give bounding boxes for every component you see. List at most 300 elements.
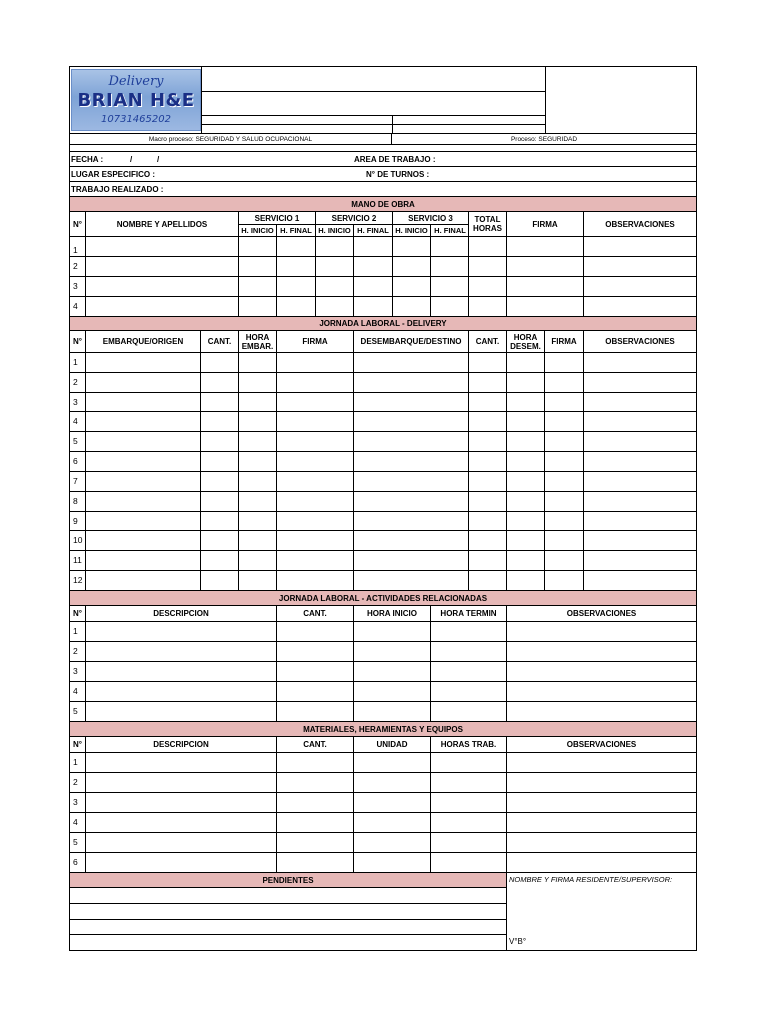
cell[interactable] [545, 452, 584, 471]
cell[interactable] [239, 373, 277, 392]
cell[interactable] [316, 297, 354, 316]
cell[interactable] [584, 353, 696, 372]
cell[interactable] [277, 512, 354, 531]
col-number: N° [70, 212, 86, 236]
cell[interactable] [239, 393, 277, 412]
cell[interactable] [354, 662, 431, 681]
cell[interactable] [86, 642, 277, 661]
cell[interactable] [277, 833, 354, 852]
table-row [70, 753, 696, 773]
cell[interactable] [239, 412, 277, 431]
cell[interactable] [86, 813, 277, 832]
row-number: 6 [70, 452, 86, 471]
table-row [70, 412, 696, 432]
pendientes-line[interactable] [70, 935, 507, 950]
cell[interactable] [277, 472, 354, 491]
cell[interactable] [431, 297, 469, 316]
cell[interactable] [277, 412, 354, 431]
cell[interactable] [354, 551, 469, 570]
cell[interactable] [277, 662, 354, 681]
cell[interactable] [239, 257, 277, 276]
cell[interactable] [86, 412, 201, 431]
cell[interactable] [545, 412, 584, 431]
row-number: 3 [70, 793, 86, 812]
cell[interactable] [469, 412, 507, 431]
cell[interactable] [86, 257, 239, 276]
cell[interactable] [545, 432, 584, 451]
pendientes-line[interactable] [70, 904, 507, 920]
cell[interactable] [545, 373, 584, 392]
cell[interactable] [469, 472, 507, 491]
actividades-title: JORNADA LABORAL - ACTIVIDADES RELACIONADAS [70, 591, 696, 606]
cell[interactable] [277, 353, 354, 372]
cell[interactable] [431, 853, 507, 872]
cell[interactable] [431, 277, 469, 296]
cell[interactable] [469, 373, 507, 392]
cell[interactable] [86, 571, 201, 590]
cell[interactable] [239, 551, 277, 570]
cell[interactable] [201, 353, 239, 372]
pendientes-line[interactable] [70, 888, 507, 904]
cell[interactable] [507, 642, 696, 661]
fecha-separator: / [130, 155, 133, 164]
table-row [70, 373, 696, 393]
cell[interactable] [277, 277, 316, 296]
cell[interactable] [316, 257, 354, 276]
cell[interactable] [584, 571, 696, 590]
cell[interactable] [354, 277, 393, 296]
cell[interactable] [507, 662, 696, 681]
cell[interactable] [507, 432, 545, 451]
cell[interactable] [354, 753, 431, 772]
cell[interactable] [469, 393, 507, 412]
cell[interactable] [277, 622, 354, 641]
cell[interactable] [431, 833, 507, 852]
cell[interactable] [584, 257, 696, 276]
cell[interactable] [277, 813, 354, 832]
cell[interactable] [86, 452, 201, 471]
table-row [70, 853, 696, 873]
table-row [70, 682, 696, 702]
row-number: 9 [70, 512, 86, 531]
col-descripcion: DESCRIPCION [86, 606, 277, 621]
header-divider [202, 115, 545, 116]
row-number: 4 [70, 813, 86, 832]
cell[interactable] [316, 277, 354, 296]
table-row [70, 472, 696, 492]
cell[interactable] [277, 793, 354, 812]
cell[interactable] [86, 853, 277, 872]
cell[interactable] [86, 492, 201, 511]
table-row [70, 702, 696, 722]
cell[interactable] [354, 257, 393, 276]
cell[interactable] [277, 432, 354, 451]
col-cant: CANT. [277, 737, 354, 752]
col-horas-trab: HORAS TRAB. [431, 737, 507, 752]
col-cant: CANT. [277, 606, 354, 621]
cell[interactable] [239, 432, 277, 451]
table-row [70, 393, 696, 413]
header-divider [392, 115, 393, 133]
cell[interactable] [545, 571, 584, 590]
cell[interactable] [86, 432, 201, 451]
logo-brand: BRIAN H&E [77, 90, 195, 111]
cell[interactable] [354, 492, 469, 511]
cell[interactable] [584, 393, 696, 412]
header-divider [545, 67, 546, 133]
cell[interactable] [431, 753, 507, 772]
fecha-separator: / [157, 155, 160, 164]
cell[interactable] [201, 551, 239, 570]
cell[interactable] [86, 373, 201, 392]
mano-obra-title: MANO DE OBRA [70, 197, 696, 212]
cell[interactable] [584, 531, 696, 550]
cell[interactable] [469, 257, 507, 276]
cell[interactable] [431, 702, 507, 721]
cell[interactable] [86, 393, 201, 412]
cell[interactable] [584, 277, 696, 296]
cell[interactable] [507, 492, 545, 511]
cell[interactable] [277, 571, 354, 590]
col-cant-2: CANT. [469, 331, 507, 352]
cell[interactable] [584, 297, 696, 316]
cell[interactable] [354, 353, 469, 372]
row-number: 1 [70, 753, 86, 772]
table-row [70, 297, 696, 317]
cell[interactable] [201, 412, 239, 431]
cell[interactable] [354, 297, 393, 316]
table-row [70, 277, 696, 297]
cell[interactable] [201, 571, 239, 590]
cell[interactable] [507, 793, 696, 812]
col-observaciones: OBSERVACIONES [566, 740, 637, 749]
row-number: 3 [70, 277, 86, 296]
cell[interactable] [201, 432, 239, 451]
cell[interactable] [507, 472, 545, 491]
s2-h-inicio: H. INICIO [316, 225, 354, 236]
table-row [70, 432, 696, 452]
cell[interactable] [507, 622, 696, 641]
cell[interactable] [277, 452, 354, 471]
cell[interactable] [201, 393, 239, 412]
header-divider [202, 124, 545, 125]
cell[interactable] [201, 472, 239, 491]
cell[interactable] [507, 813, 696, 832]
cell[interactable] [277, 682, 354, 701]
cell[interactable] [507, 571, 545, 590]
s3-h-inicio: H. INICIO [393, 225, 431, 236]
col-embarque: EMBARQUE/ORIGEN [86, 331, 201, 352]
cell[interactable] [469, 571, 507, 590]
s2-h-final: H. FINAL [354, 225, 393, 236]
cell[interactable] [431, 682, 507, 701]
row-number: 5 [70, 702, 86, 721]
logo-phone: 10731465202 [101, 114, 171, 125]
cell[interactable] [239, 277, 277, 296]
info-row-fecha [70, 152, 696, 167]
cell[interactable] [507, 257, 584, 276]
col-hora-embar: HORA EMBAR. [239, 331, 277, 352]
cell[interactable] [469, 512, 507, 531]
cell[interactable] [507, 412, 545, 431]
cell[interactable] [239, 297, 277, 316]
materiales-header [70, 737, 696, 753]
col-number: N° [70, 606, 86, 621]
cell[interactable] [507, 277, 584, 296]
cell[interactable] [393, 257, 431, 276]
cell[interactable] [86, 353, 201, 372]
cell[interactable] [354, 833, 431, 852]
row-number: 2 [70, 373, 86, 392]
col-observaciones: OBSERVACIONES [605, 219, 675, 229]
cell[interactable] [469, 237, 507, 256]
cell[interactable] [584, 432, 696, 451]
cell[interactable] [431, 813, 507, 832]
supervisor-label: NOMBRE Y FIRMA RESIDENTE/SUPERVISOR: [509, 875, 673, 884]
cell[interactable] [277, 297, 316, 316]
cell[interactable] [393, 297, 431, 316]
cell[interactable] [431, 793, 507, 812]
cell[interactable] [86, 793, 277, 812]
cell[interactable] [239, 531, 277, 550]
table-row [70, 662, 696, 682]
cell[interactable] [277, 773, 354, 792]
col-descripcion: DESCRIPCION [86, 737, 277, 752]
servicio-2-label [316, 212, 393, 225]
cell[interactable] [86, 237, 239, 256]
cell[interactable] [469, 551, 507, 570]
cell[interactable] [507, 753, 696, 772]
cell[interactable] [545, 531, 584, 550]
cell[interactable] [545, 492, 584, 511]
row-number: 3 [70, 662, 86, 681]
cell[interactable] [201, 452, 239, 471]
cell[interactable] [584, 412, 696, 431]
lugar-label: LUGAR ESPECIFICO : [71, 170, 156, 179]
cell[interactable] [239, 237, 277, 256]
cell[interactable] [507, 373, 545, 392]
table-row [70, 571, 696, 591]
cell[interactable] [584, 551, 696, 570]
cell[interactable] [239, 512, 277, 531]
cell[interactable] [239, 571, 277, 590]
col-firma: FIRMA [277, 331, 354, 352]
cell[interactable] [507, 833, 696, 852]
cell[interactable] [86, 551, 201, 570]
cell[interactable] [584, 492, 696, 511]
row-number: 5 [70, 432, 86, 451]
cell[interactable] [354, 682, 431, 701]
row-number: 4 [70, 682, 86, 701]
cell[interactable] [86, 702, 277, 721]
cell[interactable] [507, 237, 584, 256]
cell[interactable] [277, 702, 354, 721]
cell[interactable] [354, 642, 431, 661]
cell[interactable] [277, 237, 316, 256]
cell[interactable] [201, 531, 239, 550]
cell[interactable] [431, 662, 507, 681]
cell[interactable] [201, 373, 239, 392]
cell[interactable] [545, 512, 584, 531]
cell[interactable] [354, 793, 431, 812]
cell[interactable] [86, 622, 277, 641]
table-row [70, 512, 696, 532]
cell[interactable] [507, 393, 545, 412]
cell[interactable] [354, 622, 431, 641]
report-form [69, 66, 697, 951]
cell[interactable] [393, 237, 431, 256]
cell[interactable] [86, 682, 277, 701]
cell[interactable] [507, 512, 545, 531]
cell[interactable] [277, 373, 354, 392]
cell[interactable] [469, 297, 507, 316]
row-number: 1 [70, 353, 86, 372]
cell[interactable] [507, 353, 545, 372]
cell[interactable] [431, 257, 469, 276]
col-firma-2: FIRMA [545, 331, 584, 352]
servicio-1-label [239, 212, 316, 225]
vb-label: V°B° [509, 937, 527, 946]
cell[interactable] [393, 277, 431, 296]
cell[interactable] [86, 753, 277, 772]
cell[interactable] [316, 237, 354, 256]
servicio-3-label [393, 212, 469, 225]
cell[interactable] [469, 432, 507, 451]
cell[interactable] [277, 393, 354, 412]
row-number: 2 [70, 257, 86, 276]
pendientes-text: PENDIENTES [262, 875, 314, 885]
cell[interactable] [584, 472, 696, 491]
cell[interactable] [507, 452, 545, 471]
cell[interactable] [469, 353, 507, 372]
fecha-label: FECHA : [71, 155, 104, 164]
cell[interactable] [431, 642, 507, 661]
cell[interactable] [86, 833, 277, 852]
cell[interactable] [545, 472, 584, 491]
cell[interactable] [277, 531, 354, 550]
cell[interactable] [201, 512, 239, 531]
table-row [70, 257, 696, 277]
cell[interactable] [86, 662, 277, 681]
col-firma: FIRMA [507, 212, 584, 236]
cell[interactable] [584, 237, 696, 256]
cell[interactable] [354, 412, 469, 431]
cell[interactable] [469, 531, 507, 550]
cell[interactable] [354, 432, 469, 451]
cell[interactable] [431, 237, 469, 256]
cell[interactable] [545, 551, 584, 570]
cell[interactable] [584, 512, 696, 531]
actividades-header [70, 606, 696, 622]
cell[interactable] [507, 682, 696, 701]
cell[interactable] [239, 353, 277, 372]
cell[interactable] [507, 853, 696, 872]
col-unidad: UNIDAD [354, 737, 431, 752]
cell[interactable] [354, 702, 431, 721]
area-trabajo-label: AREA DE TRABAJO : [354, 155, 436, 164]
col-observaciones: OBSERVACIONES [566, 609, 637, 618]
cell[interactable] [277, 853, 354, 872]
col-cant: CANT. [201, 331, 239, 352]
cell[interactable] [584, 373, 696, 392]
cell[interactable] [354, 452, 469, 471]
cell[interactable] [507, 773, 696, 792]
row-number: 2 [70, 642, 86, 661]
cell[interactable] [431, 773, 507, 792]
cell[interactable] [431, 622, 507, 641]
cell[interactable] [545, 393, 584, 412]
cell[interactable] [545, 353, 584, 372]
cell[interactable] [354, 512, 469, 531]
cell[interactable] [239, 492, 277, 511]
cell[interactable] [86, 472, 201, 491]
macro-process-label: Macro proceso: SEGURIDAD Y SALUD OCUPACIONAL [70, 134, 392, 144]
col-hora-termin: HORA TERMIN [431, 606, 507, 621]
cell[interactable] [201, 492, 239, 511]
cell[interactable] [354, 393, 469, 412]
cell[interactable] [86, 512, 201, 531]
cell[interactable] [469, 492, 507, 511]
table-row [70, 237, 696, 257]
cell[interactable] [277, 753, 354, 772]
cell[interactable] [507, 531, 545, 550]
row-number: 4 [70, 412, 86, 431]
table-row [70, 793, 696, 813]
cell[interactable] [86, 531, 201, 550]
cell[interactable] [277, 492, 354, 511]
row-number: 11 [70, 551, 86, 570]
cell[interactable] [277, 257, 316, 276]
cell[interactable] [354, 373, 469, 392]
cell[interactable] [469, 277, 507, 296]
cell[interactable] [86, 773, 277, 792]
cell[interactable] [354, 773, 431, 792]
row-number: 8 [70, 492, 86, 511]
cell[interactable] [354, 237, 393, 256]
s1-h-inicio: H. INICIO [239, 225, 277, 236]
cell[interactable] [86, 297, 239, 316]
materiales-title: MATERIALES, HERAMIENTAS Y EQUIPOS [70, 722, 696, 737]
cell[interactable] [239, 472, 277, 491]
cell[interactable] [469, 452, 507, 471]
table-row [70, 813, 696, 833]
row-number: 3 [70, 393, 86, 412]
cell[interactable] [584, 452, 696, 471]
cell[interactable] [86, 277, 239, 296]
cell[interactable] [354, 531, 469, 550]
col-nombre: NOMBRE Y APELLIDOS [86, 212, 239, 236]
cell[interactable] [239, 452, 277, 471]
row-number: 2 [70, 773, 86, 792]
cell[interactable] [507, 702, 696, 721]
cell[interactable] [507, 551, 545, 570]
s3-h-final: H. FINAL [434, 226, 466, 235]
process-label: Proceso: SEGURIDAD [510, 135, 578, 143]
cell[interactable] [354, 813, 431, 832]
table-row [70, 642, 696, 662]
cell[interactable] [277, 642, 354, 661]
row-number: 5 [70, 833, 86, 852]
pendientes-line[interactable] [70, 920, 507, 935]
col-observaciones: OBSERVACIONES [605, 337, 675, 346]
cell[interactable] [277, 551, 354, 570]
supervisor-signature-box[interactable] [507, 873, 696, 950]
cell[interactable] [507, 297, 584, 316]
cell[interactable] [354, 472, 469, 491]
cell[interactable] [354, 853, 431, 872]
cell[interactable] [354, 571, 469, 590]
row-number: 6 [70, 853, 86, 872]
